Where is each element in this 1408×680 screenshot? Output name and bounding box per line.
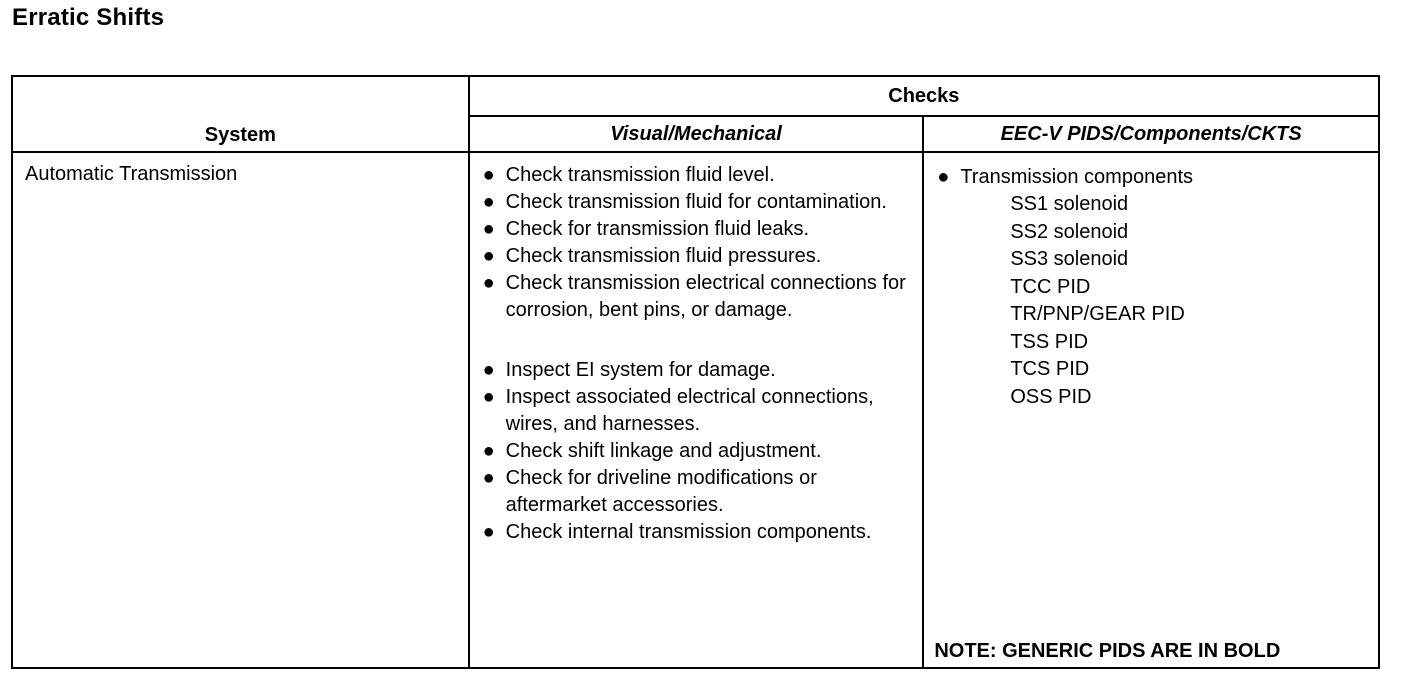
list-item — [480, 243, 923, 270]
check-item-text: Inspect associated electrical connections, wires, and harnesses. — [505, 386, 874, 435]
bullet-icon: ● — [482, 467, 495, 489]
list-item — [480, 357, 923, 384]
system-cell — [12, 152, 469, 668]
eec-check-list — [934, 164, 1378, 191]
component-item: OSS PID — [1010, 385, 1092, 408]
component-item: TR/PNP/GEAR PID — [1010, 303, 1185, 325]
list-item — [480, 438, 923, 465]
visual-check-list-2 — [480, 357, 923, 546]
erratic-shifts-table — [11, 75, 1380, 669]
checks-column-header: Checks — [469, 76, 1379, 116]
check-item-text: Check for transmission fluid leaks. — [505, 218, 810, 240]
check-item-text: Check transmission electrical connections for corrosion, bent pins, or damage. — [505, 272, 906, 321]
bullet-icon: ● — [482, 386, 495, 408]
bullet-icon: ● — [937, 166, 950, 188]
eec-heading: Transmission components — [960, 166, 1193, 188]
list-item — [480, 162, 923, 189]
eec-pids-header: EEC-V PIDS/Components/CKTS — [923, 116, 1379, 152]
check-item-text: Check for driveline modifications or aftermarket accessories. — [505, 467, 817, 516]
list-item — [480, 519, 923, 546]
page-title: Erratic Shifts — [12, 4, 165, 31]
check-item-text: Check transmission fluid level. — [505, 164, 775, 186]
list-item — [480, 189, 923, 216]
component-item: TCS PID — [1010, 358, 1090, 380]
visual-mechanical-header: Visual/Mechanical — [469, 116, 924, 152]
check-item-text: Inspect EI system for damage. — [505, 359, 776, 381]
list-item — [934, 164, 1378, 191]
check-item-text: Check shift linkage and adjustment. — [505, 440, 822, 462]
bullet-icon: ● — [482, 272, 495, 294]
bullet-icon: ● — [482, 191, 495, 213]
eec-components-cell — [923, 152, 1379, 668]
visual-mechanical-cell — [469, 152, 924, 668]
check-item-text: Check internal transmission components. — [505, 521, 872, 543]
list-item — [480, 270, 923, 324]
visual-check-list-1 — [480, 162, 923, 324]
check-item-text: Check transmission fluid for contamination. — [505, 191, 887, 213]
bullet-icon: ● — [482, 440, 495, 462]
component-item: SS3 solenoid — [1010, 248, 1129, 270]
table-row — [12, 152, 1379, 668]
header-row-top — [12, 76, 1379, 116]
component-item: SS1 solenoid — [1010, 193, 1129, 215]
component-item: TCC PID — [1010, 275, 1091, 298]
generic-pids-note: NOTE: GENERIC PIDS ARE IN BOLD — [934, 640, 1281, 662]
list-item — [480, 216, 923, 243]
list-item — [480, 465, 923, 519]
component-item: TSS PID — [1010, 330, 1089, 353]
component-item: SS2 solenoid — [1010, 220, 1129, 243]
system-value: Automatic Transmission — [25, 163, 238, 185]
bullet-icon: ● — [482, 359, 495, 381]
bullet-icon: ● — [482, 521, 495, 543]
list-item — [480, 384, 923, 438]
bullet-icon: ● — [482, 245, 495, 267]
bullet-icon: ● — [482, 164, 495, 186]
component-list — [934, 191, 1378, 411]
check-item-text: Check transmission fluid pressures. — [505, 245, 822, 267]
bullet-icon: ● — [482, 218, 495, 240]
system-column-header: System — [12, 76, 469, 152]
group-spacer — [480, 324, 923, 357]
